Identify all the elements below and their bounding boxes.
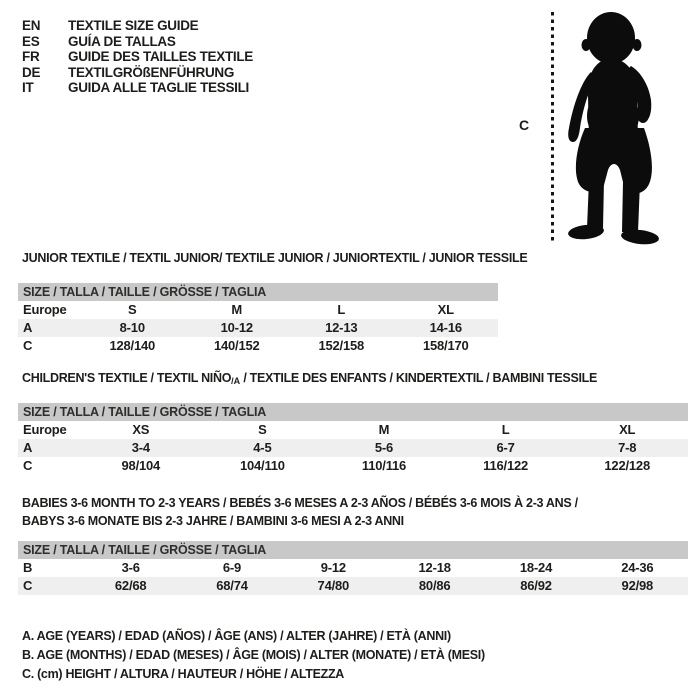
cell: 10-12 [220, 320, 253, 335]
cell: 158/170 [422, 338, 469, 353]
language-code: ES [22, 33, 40, 49]
cell: 86/92 [520, 578, 552, 593]
babies-size-table [18, 541, 688, 595]
babies-size-header-bar: SIZE / TALLA / TAILLE / GRÖSSE / TAGLIA [18, 541, 688, 559]
cell: 122/128 [604, 458, 650, 473]
cell: 7-8 [618, 440, 637, 455]
table-row [18, 337, 498, 355]
cell: S [128, 302, 137, 317]
cell: 128/140 [109, 338, 156, 353]
row-label: C [23, 578, 33, 593]
junior-size-header-bar: SIZE / TALLA / TAILLE / GRÖSSE / TAGLIA [18, 283, 498, 301]
cell: 104/110 [239, 458, 285, 473]
language-title: GUIDE DES TAILLES TEXTILE [68, 49, 254, 65]
height-measure-label: C [519, 117, 530, 133]
cell: 6-7 [496, 440, 515, 455]
language-code: DE [22, 64, 41, 80]
cell: 6-9 [222, 560, 242, 575]
table-row [18, 439, 688, 457]
row-label: B [23, 560, 33, 575]
children-size-table [18, 403, 688, 475]
children-title-sub: /A [231, 376, 241, 386]
row-label: A [23, 320, 33, 335]
table-row [18, 319, 498, 337]
legend-line-c: C. (cm) HEIGHT / ALTURA / HAUTEUR / HÖHE / ALTEZZA [22, 667, 345, 682]
cell: 152/158 [318, 338, 365, 353]
table-row [18, 457, 688, 475]
row-label: Europe [23, 302, 67, 317]
cell: XS [132, 422, 150, 437]
toddler-silhouette-icon [561, 8, 663, 246]
cell: 12-18 [418, 560, 451, 575]
language-title: GUIDA ALLE TAGLIE TESSILI [68, 80, 249, 96]
cell: XL [619, 422, 636, 437]
junior-size-table [18, 283, 498, 355]
language-code: FR [22, 49, 40, 65]
cell: 80/86 [418, 578, 451, 593]
language-title: TEXTILGRÖßENFÜHRUNG [68, 64, 235, 80]
children-title-prefix: CHILDREN'S TEXTILE / TEXTIL NIÑO [22, 371, 232, 385]
language-title: TEXTILE SIZE GUIDE [68, 18, 199, 33]
cell: S [258, 422, 267, 437]
language-code: IT [22, 80, 34, 96]
language-row-es [22, 34, 253, 50]
table-row [18, 301, 498, 319]
legend-line-b: B. AGE (MONTHS) / EDAD (MESES) / ÂGE (MOIS) / ALTER (MONATE) / ETÀ (MESI) [22, 648, 485, 663]
cell: 24-36 [621, 560, 654, 575]
cell: 140/152 [213, 338, 260, 353]
language-row-it [22, 80, 253, 96]
cell: 74/80 [317, 578, 350, 593]
cell: M [231, 302, 243, 317]
cell: 12-13 [325, 320, 358, 335]
language-row-en [22, 18, 253, 34]
cell: 68/74 [216, 578, 248, 593]
cell: 116/122 [483, 458, 529, 473]
legend-line-a: A. AGE (YEARS) / EDAD (AÑOS) / ÂGE (ANS) / ALTER (JAHRE) / ETÀ (ANNI) [22, 629, 451, 643]
children-table-title [22, 369, 597, 390]
table-row [18, 577, 688, 595]
cell: 92/98 [621, 578, 654, 593]
junior-table-title: JUNIOR TEXTILE / TEXTIL JUNIOR/ TEXTILE JUNIOR / JUNIORTEXTIL / JUNIOR TESSILE [22, 251, 528, 265]
language-row-fr [22, 49, 253, 65]
measurement-legend [22, 627, 485, 685]
cell: 110/116 [361, 458, 407, 473]
cell: L [501, 422, 510, 437]
children-title-suffix: / TEXTILE DES ENFANTS / KINDERTEXTIL / BAMBINI TESSILE [240, 371, 598, 385]
height-measure-dashed-line [551, 12, 554, 243]
cell: L [337, 302, 346, 317]
row-label: C [23, 458, 33, 473]
cell: 5-6 [374, 440, 394, 455]
babies-title-line1: BABIES 3-6 MONTH TO 2-3 YEARS / BEBÉS 3-6 MESES A 2-3 AÑOS / BÉBÉS 3-6 MOIS À 2-3 ANS / [22, 496, 578, 510]
cell: 4-5 [253, 440, 272, 455]
cell: 3-6 [121, 560, 140, 575]
language-title: GUÍA DE TALLAS [68, 33, 176, 49]
row-label: C [23, 338, 33, 353]
cell: 62/68 [114, 578, 147, 593]
row-label: Europe [23, 422, 67, 437]
language-list [22, 18, 253, 96]
babies-table-title [22, 494, 578, 530]
cell: 3-4 [131, 440, 150, 455]
cell: XL [437, 302, 454, 317]
children-size-header-bar: SIZE / TALLA / TAILLE / GRÖSSE / TAGLIA [18, 403, 688, 421]
table-row [18, 421, 688, 439]
cell: 9-12 [320, 560, 346, 575]
cell: 14-16 [429, 320, 462, 335]
language-row-de [22, 65, 253, 81]
cell: 8-10 [119, 320, 145, 335]
cell: M [378, 422, 390, 437]
language-code: EN [22, 18, 41, 33]
table-row [18, 559, 688, 577]
babies-title-line2: BABYS 3-6 MONATE BIS 2-3 JAHRE / BAMBINI 3-6 MESI A 2-3 ANNI [22, 514, 404, 528]
row-label: A [23, 440, 33, 455]
cell: 98/104 [121, 458, 161, 473]
cell: 18-24 [519, 560, 553, 575]
